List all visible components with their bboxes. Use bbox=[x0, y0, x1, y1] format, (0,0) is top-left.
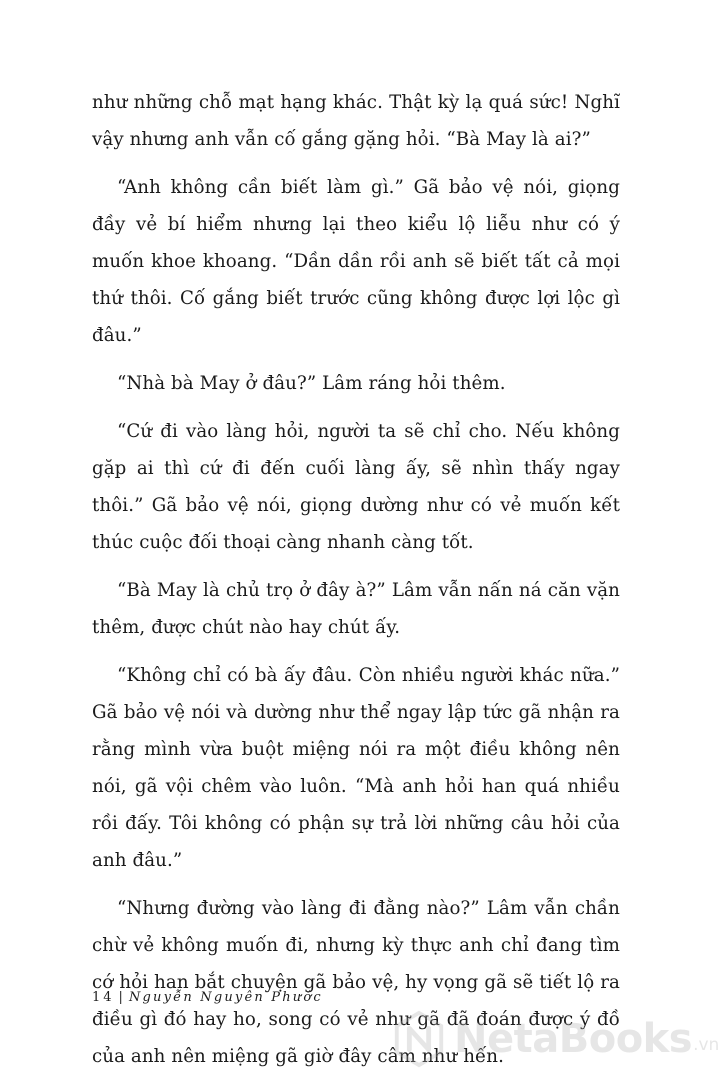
paragraph: “Cứ đi vào làng hỏi, người ta sẽ chỉ cho. Nếu không gặp ai thì cứ đi đến cuối làng ấy, sẽ nhìn thấy ngay thôi.” Gã bảo vệ nói, giọng dường như có vẻ muốn kết thúc cuộc đối thoại càng nhanh càng tốt. bbox=[92, 421, 620, 553]
watermark-brand: NetaBooks bbox=[454, 1016, 693, 1062]
footer-separator: | bbox=[118, 990, 123, 1005]
watermark-suffix: .vn bbox=[693, 1035, 719, 1055]
netabooks-logo-icon bbox=[390, 1010, 448, 1068]
paragraph: “Nhưng đường vào làng đi đằng nào?” Lâm vẫn chần chừ vẻ không muốn đi, nhưng kỳ thực anh chỉ đang tìm cớ hỏi han bắt chuyện gã bảo vệ, hy vọng gã sẽ tiết lộ ra điều gì đó hay ho, song có vẻ như gã đã đoán được ý đồ của anh nên miệng gã giờ đây câm như hến. bbox=[92, 898, 620, 1067]
paragraph: như những chỗ mạt hạng khác. Thật kỳ lạ quá sức! Nghĩ vậy nhưng anh vẫn cố gắng gặng hỏi. “Bà May là ai?” bbox=[92, 92, 620, 150]
page-number: 14 bbox=[92, 990, 115, 1005]
page-footer bbox=[92, 990, 323, 1005]
author-name: Nguyễn Nguyên Phước bbox=[128, 990, 323, 1005]
paragraph: “Nhà bà May ở đâu?” Lâm ráng hỏi thêm. bbox=[117, 373, 506, 394]
page-body-text bbox=[92, 84, 620, 1086]
paragraph: “Anh không cần biết làm gì.” Gã bảo vệ nói, giọng đầy vẻ bí hiểm nhưng lại theo kiểu lộ liễu như có ý muốn khoe khoang. “Dần dần rồi anh sẽ biết tất cả mọi thứ thôi. Cố gắng biết trước cũng không được lợi lộc gì đâu.” bbox=[92, 177, 620, 346]
watermark bbox=[390, 1005, 719, 1073]
paragraph: “Bà May là chủ trọ ở đây à?” Lâm vẫn nấn ná căn vặn thêm, được chút nào hay chút ấy. bbox=[92, 580, 620, 638]
paragraph: “Không chỉ có bà ấy đâu. Còn nhiều người khác nữa.” Gã bảo vệ nói và dường như thể ngay lập tức gã nhận ra rằng mình vừa buột miệng nói ra một điều không nên nói, gã vội chêm vào luôn. “Mà anh hỏi han quá nhiều rồi đấy. Tôi không có phận sự trả lời những câu hỏi của anh đâu.” bbox=[92, 665, 620, 871]
